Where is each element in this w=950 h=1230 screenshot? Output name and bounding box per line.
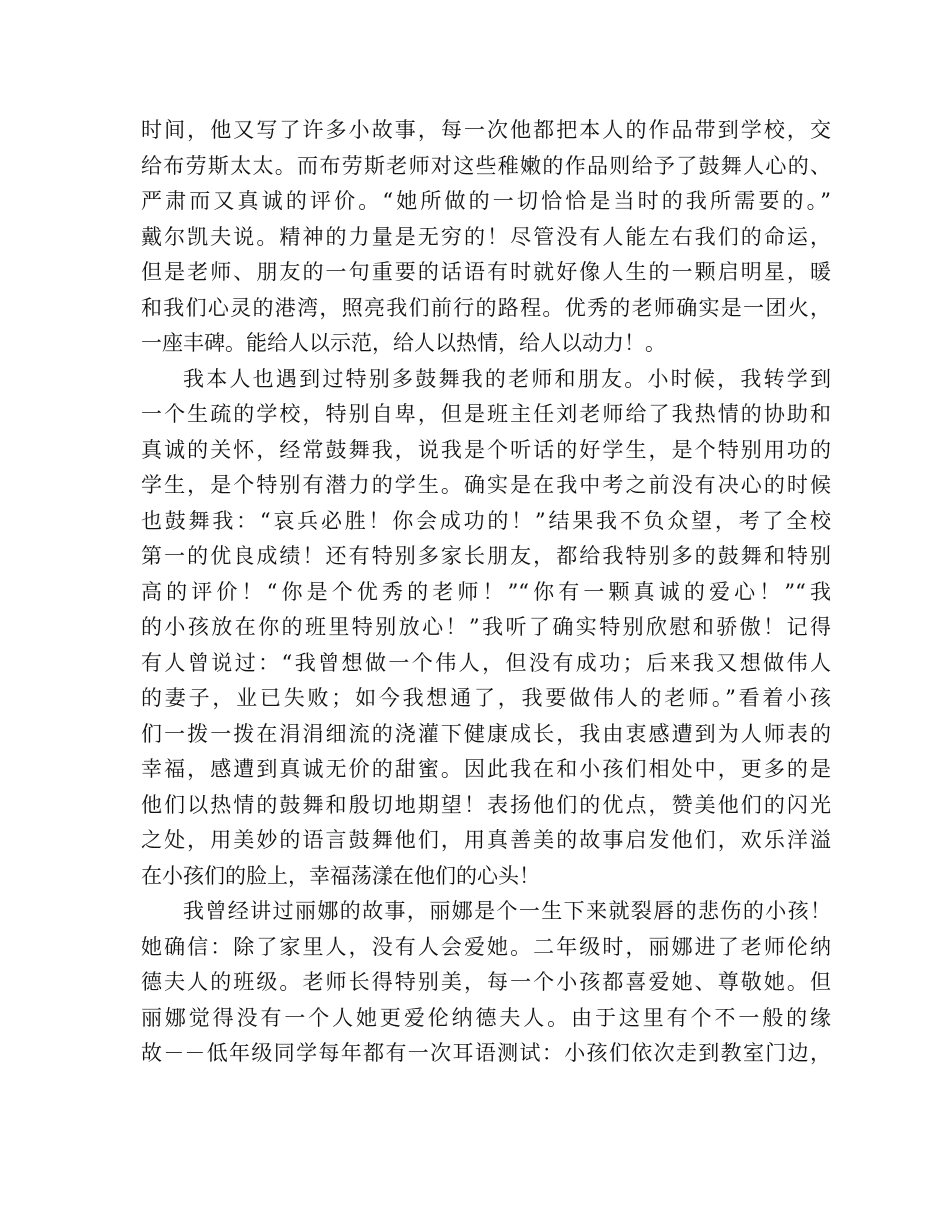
body-text: [141, 113, 831, 1072]
text-line: 故－－低年级同学每年都有一次耳语测试：小孩们依次走到教室门边，: [141, 1041, 831, 1065]
text-line: 幸福，感遭到真诚无价的甜蜜。因此我在和小孩们相处中，更多的是: [141, 757, 831, 781]
text-line: 们一拨一拨在涓涓细流的浇灌下健康成长，我由衷感遭到为人师表的: [141, 721, 831, 746]
text-line: 也鼓舞我：“哀兵必胜！你会成功的！”结果我不负众望，考了全校: [141, 508, 831, 533]
text-line: 他们以热情的鼓舞和殷切地期望！表扬他们的优点，赞美他们的闪光: [141, 792, 831, 817]
text-line: 的小孩放在你的班里特别放心！”我听了确实特别欣慰和骄傲！记得: [141, 615, 831, 639]
paragraph-first-line: 我本人也遇到过特别多鼓舞我的老师和朋友。小时候，我转学到: [183, 366, 831, 391]
text-line: 丽娜觉得没有一个人她更爱伦纳德夫人。由于这里有个不一般的缘: [141, 1005, 831, 1030]
text-line: 真诚的关怀，经常鼓舞我，说我是个听话的好学生，是个特别用功的: [141, 437, 831, 462]
text-line: 德夫人的班级。老师长得特别美，每一个小孩都喜爱她、尊敬她。但: [141, 970, 831, 994]
paragraph-first-line: 我曾经讲过丽娜的故事，丽娜是个一生下来就裂唇的悲伤的小孩！: [183, 899, 831, 923]
text-line: 学生，是个特别有潜力的学生。确实是在我中考之前没有决心的时候: [141, 473, 831, 497]
text-line: 之处，用美妙的语言鼓舞他们，用真善美的故事启发他们，欢乐洋溢: [141, 828, 831, 852]
text-line: 一个生疏的学校，特别自卑，但是班主任刘老师给了我热情的协助和: [141, 402, 831, 426]
text-line: 她确信：除了家里人，没有人会爱她。二年级时，丽娜进了老师伦纳: [141, 934, 831, 959]
text-line: 时间，他又写了许多小故事，每一次他都把本人的作品带到学校，交: [141, 118, 831, 142]
text-line: 高的评价！“你是个优秀的老师！”“你有一颗真诚的爱心！”“我: [141, 579, 831, 604]
text-line: 一座丰碑。能给人以示范，给人以热情，给人以动力！。: [141, 331, 666, 355]
text-line: 但是老师、朋友的一句重要的话语有时就好像人生的一颗启明星，暖: [141, 260, 831, 284]
text-line: 第一的优良成绩！还有特别多家长朋友，都给我特别多的鼓舞和特别: [141, 544, 831, 568]
text-line: 和我们心灵的港湾，照亮我们前行的路程。优秀的老师确实是一团火，: [141, 295, 831, 320]
text-line: 戴尔凯夫说。精神的力量是无穷的！尽管没有人能左右我们的命运，: [141, 224, 831, 249]
text-line: 的妻子，业已失败；如今我想通了，我要做伟人的老师。”看着小孩: [141, 686, 831, 710]
text-line: 有人曾说过：“我曾想做一个伟人，但没有成功；后来我又想做伟人: [141, 650, 831, 675]
text-line: 给布劳斯太太。而布劳斯老师对这些稚嫩的作品则给予了鼓舞人心的、: [141, 153, 831, 178]
text-line: 在小孩们的脸上，幸福荡漾在他们的心头！: [141, 863, 540, 888]
text-line: 严肃而又真诚的评价。“她所做的一切恰恰是当时的我所需要的。”: [141, 189, 831, 213]
